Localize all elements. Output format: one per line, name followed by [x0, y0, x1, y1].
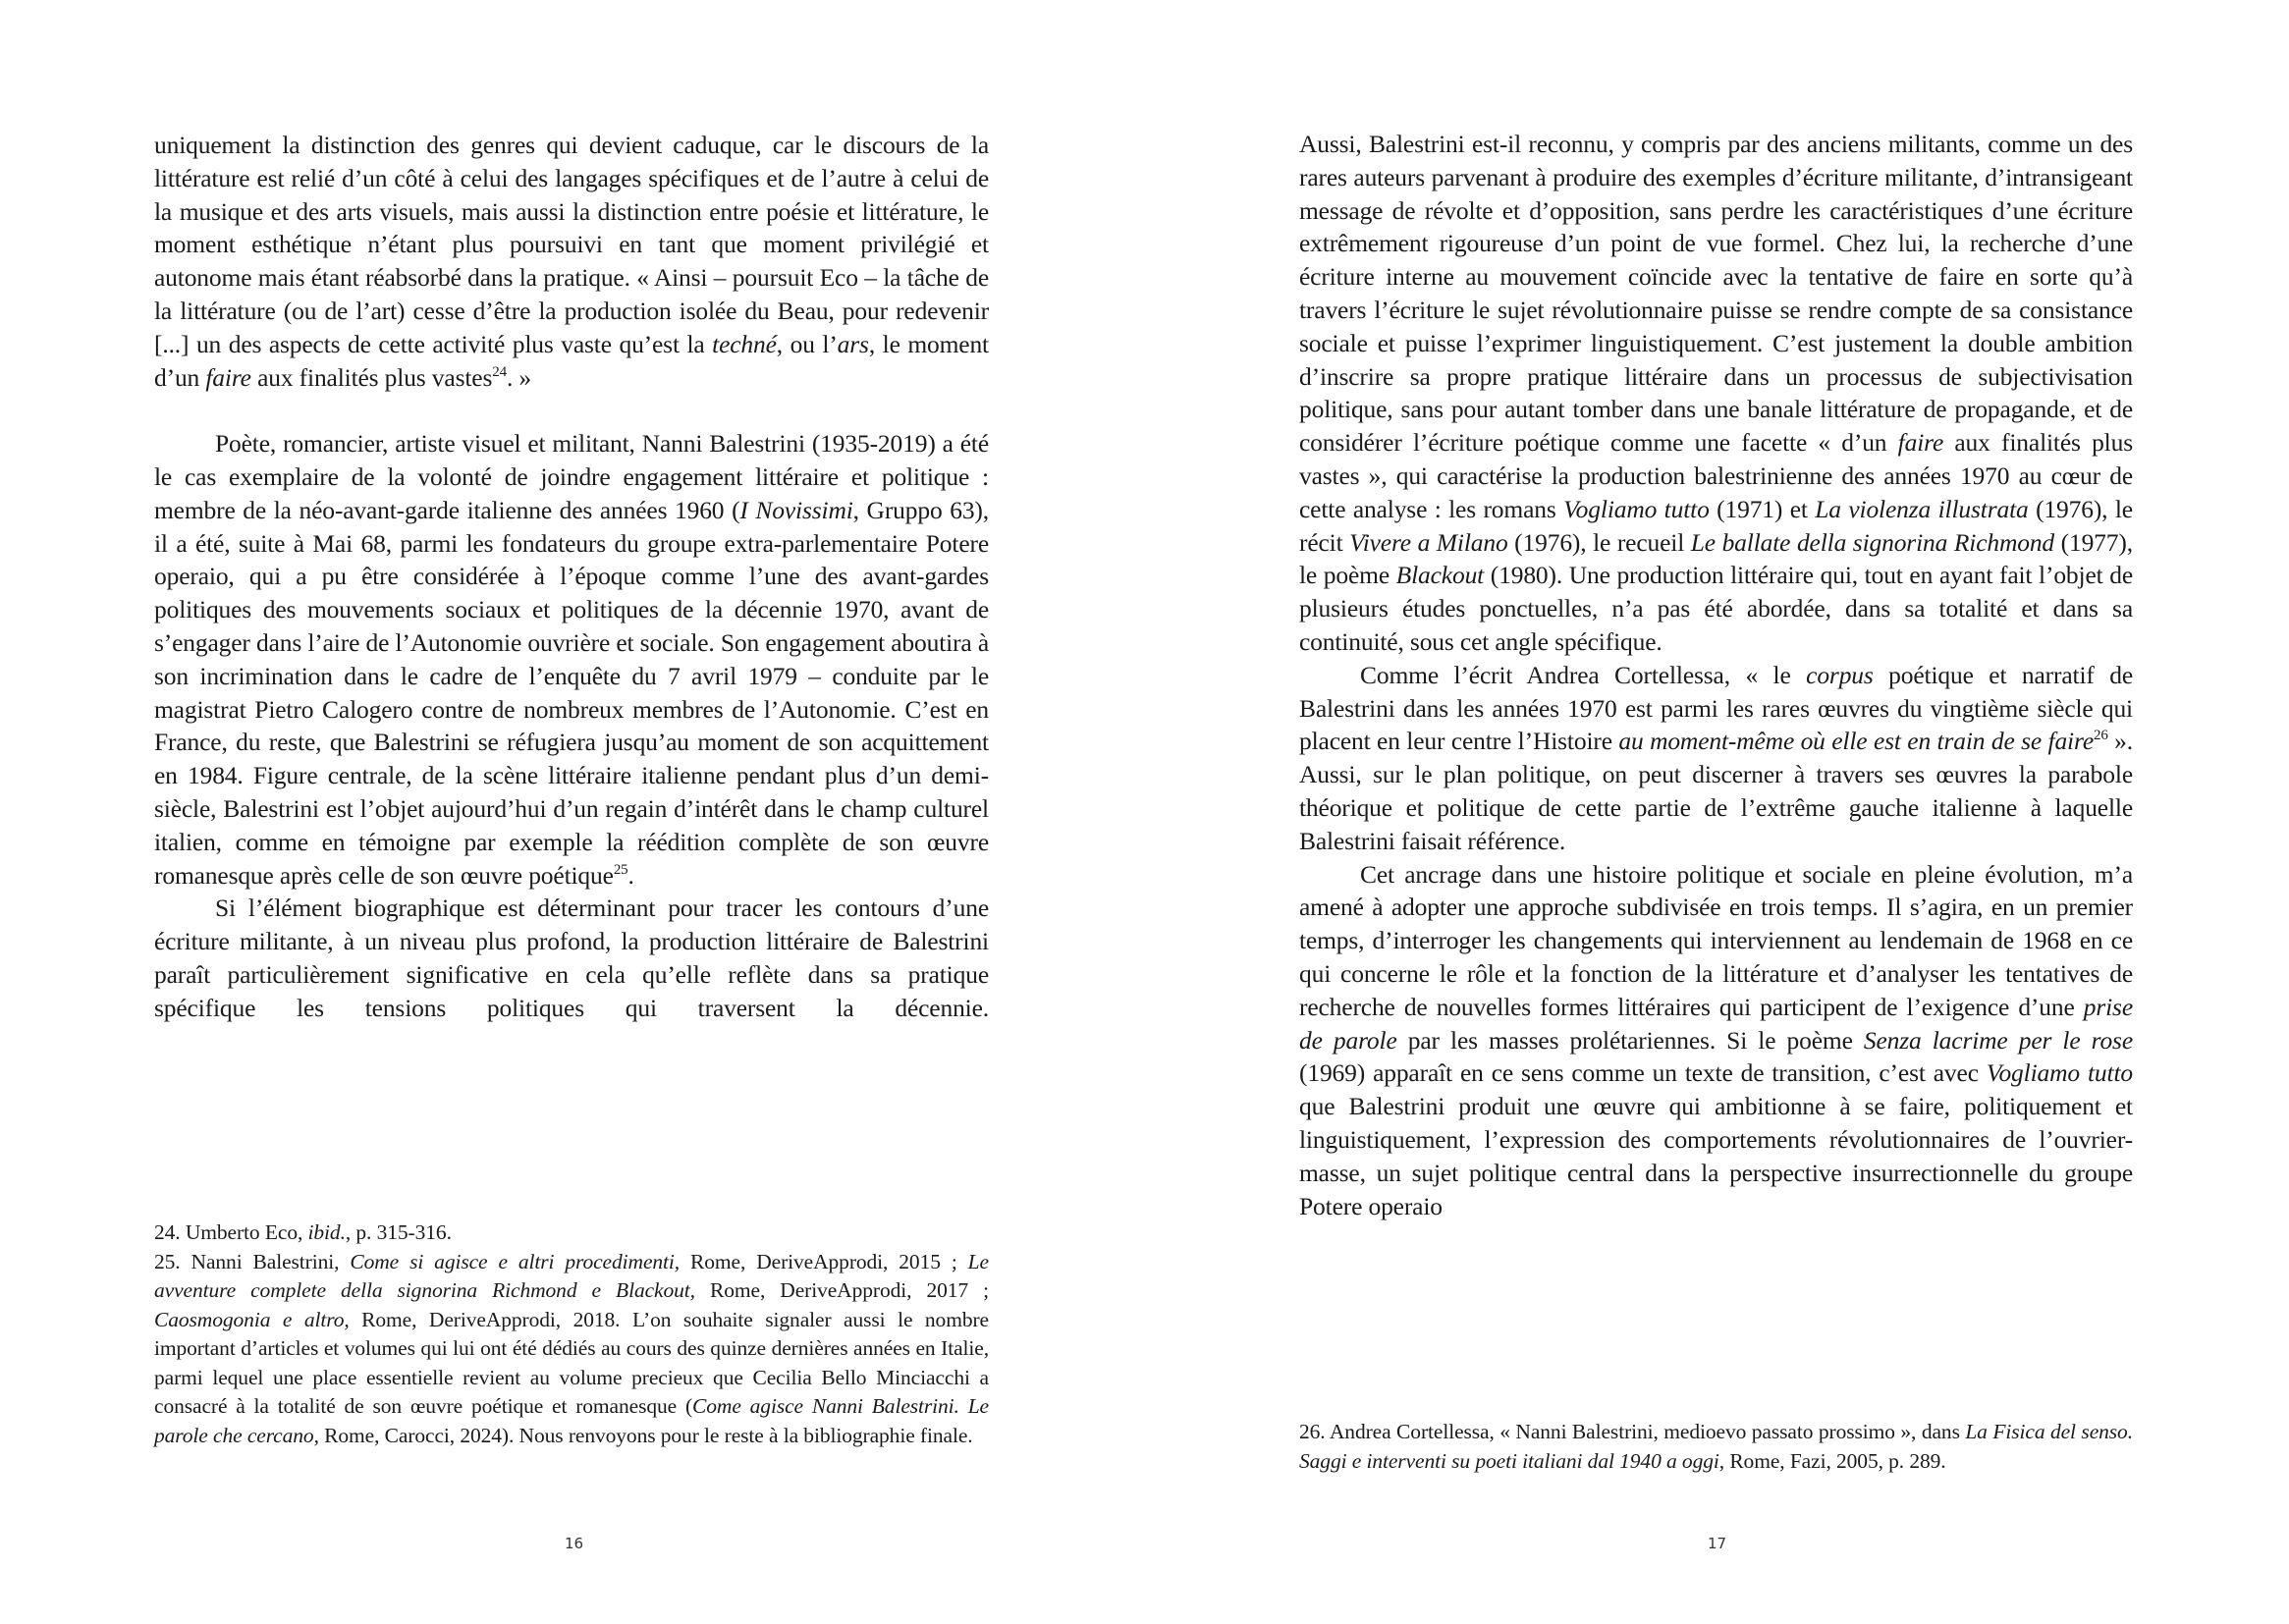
footnote — [154, 1218, 989, 1248]
right-page — [1144, 0, 2289, 1624]
paragraph — [154, 892, 989, 1024]
italic-text-run: I Novissimi — [739, 495, 853, 524]
text-run: Aussi, Balestrini est-il reconnu, y compris par des anciens militants, comme un des rares auteurs parvenant à produire des exemples d’écriture militante, d’intransigeant message de révolte et d’opposition, sans perdre les caractéristiques d’une écriture extrêmement rigoureuse d’un point de vue formel. Chez lui, la recherche d’une écriture interne au mouvement coïncide avec la tentative de faire en sorte qu’à travers l’écriture le sujet révolutionnaire puisse se rendre compte de sa consistance sociale et puisse l’exprimer linguistiquement. C’est justement la double ambition d’inscrire sa propre pratique littéraire dans un processus de subjectivisation politique, sans pour autant tomber dans une banale littérature de propagande, et de considérer l’écriture poétique comme une facette « d’un — [1299, 130, 2133, 458]
text-run: , ou l’ — [776, 329, 838, 358]
italic-text-run: La Fisica del senso. Saggi e interventi su poeti italiani dal 1940 a oggi — [1299, 1420, 2133, 1473]
paragraph — [1299, 858, 2133, 1223]
text-run: , Rome, Carocci, 2024). Nous renvoyons pour le reste à la bibliographie finale. — [313, 1423, 973, 1447]
paragraph — [1299, 659, 2133, 858]
italic-text-run: au moment-même où elle est en train de se faire — [1618, 727, 2094, 756]
italic-text-run: La violenza illustrata — [1815, 494, 2029, 523]
text-run: (1977), le poème — [1299, 527, 2133, 590]
italic-text-run: techné — [712, 329, 777, 358]
left-page-body — [154, 129, 989, 1025]
text-run: poétique et narratif de Balestrini dans les années 1970 est parmi les rares œuvres du vingtième siècle qui placent en leur centre l’Histoire — [1299, 660, 2133, 756]
text-run: Comme l’écrit Andrea Cortellessa, « le — [1360, 660, 1807, 689]
text-run: que Balestrini produit une œuvre qui ambitionne à se faire, politiquement et linguistiquement, l’expression des comportements révolutionnaires de l’ouvrier-masse, un sujet politique central dans la perspective insurrectionnelle du groupe Potere operaio — [1299, 1092, 2133, 1220]
text-run: (1980). Une production littéraire qui, tout en ayant fait l’objet de plusieurs études ponctuelles, n’a pas été abordée, dans sa totalité et dans sa continuité, sous cet angle spécifique. — [1299, 561, 2133, 656]
italic-text-run: ars — [837, 329, 869, 358]
text-run: aux finalités plus vastes — [250, 362, 493, 392]
text-run: Cet ancrage dans une histoire politique et sociale en pleine évolution, m’a amené à adopter une approche subdivisée en trois temps. Il s’agira, en un premier temps, d’interroger les changements qui interviennent au lendemain de 1968 en ce qui concerne le rôle et la fonction de la littérature et d’analyser les tentatives de recherche de nouvelles formes littéraires qui participent de l’exigence d’une — [1299, 859, 2133, 1021]
text-run: Rome, DeriveApprodi, 2017 ; — [694, 1278, 989, 1302]
italic-text-run: Vogliamo tutto — [1563, 494, 1710, 523]
page-number: 16 — [565, 1535, 584, 1552]
text-run: . » — [506, 362, 531, 392]
left-page-footnotes — [154, 1218, 989, 1450]
text-run: 25. Nanni Balestrini, — [154, 1249, 351, 1273]
text-run: Si l’élément biographique est déterminant pour tracer les contours d’une écriture militante, à un niveau plus profond, la production littéraire de Balestrini paraît particulièrement significative en cela qu’elle reflète dans sa pratique spécifique les tensions politiques qui traversent la décennie. — [154, 893, 989, 1022]
left-page — [0, 0, 1144, 1624]
footnote-reference[interactable]: 25 — [613, 861, 628, 878]
italic-text-run: Vogliamo tutto — [1986, 1058, 2133, 1088]
footnote-reference[interactable]: 26 — [2094, 728, 2108, 744]
text-run: (1971) et — [1709, 494, 1816, 523]
italic-text-run: corpus — [1806, 660, 1874, 689]
text-run: uniquement la distinction des genres qui devient caduque, car le discours de la littérature est relié d’un côté à celui des langages spécifiques et de l’autre à celui de la musique et des arts visuels, mais aussi la distinction entre poésie et littérature, le moment esthétique n’étant plus poursuivi en tant que moment privilégié et autonome mais étant réabsorbé dans la pratique. « Ainsi – poursuit Eco – la tâche de la littérature (ou de l’art) cesse d’être la production isolée du Beau, pour redevenir [...] un des aspects de cette activité plus vaste qu’est la — [154, 131, 989, 358]
paragraph — [1299, 128, 2133, 659]
paragraph — [154, 129, 989, 394]
italic-text-run: faire — [1897, 428, 1944, 458]
text-run: Rome, DeriveApprodi, 2015 ; — [680, 1249, 968, 1273]
italic-text-run: ibid. — [307, 1220, 346, 1244]
italic-text-run: Senza lacrime per le rose — [1863, 1025, 2133, 1055]
italic-text-run: Blackout — [1395, 561, 1485, 590]
text-run: , Gruppo 63), il a été, suite à Mai 68, parmi les fondateurs du groupe extra-parlementaire Potere operaio, qui a pu être considérée à l’époque comme l’une des avant-gardes politiques des mouvements sociaux et politiques de la décennie 1970, avant de s’engager dans l’aire de l’Autonomie ouvrière et sociale. Son engagement aboutira à son incrimination dans le cadre de l’enquête du 7 avril 1979 – conduite par le magistrat Pietro Calogero contre de nombreux membres de l’Autonomie. C’est en France, du reste, que Balestrini se réfugiera jusqu’au moment de son acquittement en 1984. Figure centrale, de la scène littéraire italienne pendant plus d’un demi-siècle, Balestrini est l’objet aujourd’hui d’un regain d’intérêt dans le champ culturel italien, comme en témoigne par exemple la réédition complète de son œuvre romanesque après celle de son œuvre poétique — [154, 495, 989, 890]
text-run: , le moment d’un — [154, 329, 989, 392]
italic-text-run: Le ballate della signorina Richmond — [1690, 527, 2055, 557]
italic-text-run: Vivere a Milano — [1349, 527, 1508, 557]
text-run: (1976), le récit — [1299, 494, 2133, 557]
italic-text-run: Caosmogonia e altro, — [154, 1307, 350, 1331]
text-run: , Rome, Fazi, 2005, p. 289. — [1718, 1448, 1946, 1473]
italic-text-run: Le avventure complete della signorina Richmond e Blackout, — [154, 1249, 989, 1302]
text-run: par les masses prolétariennes. Si le poème — [1396, 1025, 1864, 1055]
italic-text-run: Come si agisce e altri procedimenti, — [350, 1249, 681, 1273]
text-run: (1976), le recueil — [1507, 527, 1691, 557]
text-run: (1969) apparaît en ce sens comme un texte de transition, c’est avec — [1299, 1058, 1987, 1088]
italic-text-run: Come agisce Nanni Balestrini. Le parole che cercano — [154, 1394, 989, 1447]
right-page-body — [1299, 128, 2133, 1222]
text-run: 26. Andrea Cortellessa, « Nanni Balestrini, medioevo passato prossimo », dans — [1299, 1420, 1966, 1443]
footnote-reference[interactable]: 24 — [492, 363, 507, 380]
text-run: ». Aussi, sur le plan politique, on peut discerner à travers ses œuvres la parabole théorique et politique de cette partie de l’extrême gauche italienne à laquelle Balestrini faisait référence. — [1299, 727, 2134, 855]
text-run: . — [627, 860, 634, 890]
italic-text-run: prise de parole — [1299, 992, 2133, 1055]
text-run: , p. 315-316. — [345, 1220, 452, 1244]
right-page-footnotes — [1299, 1418, 2133, 1476]
paragraph — [154, 427, 989, 892]
footnote — [1299, 1418, 2133, 1476]
text-run: aux finalités plus vastes », qui caractérise la production balestrinienne des années 1970 au cœur de cette analyse : les romans — [1299, 428, 2133, 523]
text-run: 24. Umberto Eco, — [154, 1220, 308, 1244]
text-run: Poète, romancier, artiste visuel et militant, Nanni Balestrini (1935-2019) a été le cas exemplaire de la volonté de joindre engagement littéraire et politique : membre de la néo-avant-garde italienne des années 1960 ( — [154, 429, 989, 524]
page-number: 17 — [1708, 1535, 1727, 1552]
footnote — [154, 1248, 989, 1451]
text-run: Rome, DeriveApprodi, 2018. L’on souhaite signaler aussi le nombre important d’articles et volumes qui lui ont été dédiés au cours des quinze dernières années en Italie, parmi lequel une place essentielle revient au volume precieux que Cecilia Bello Minciacchi a consacré à la totalité de son œuvre poétique et romanesque ( — [154, 1307, 989, 1418]
italic-text-run: faire — [205, 362, 251, 392]
